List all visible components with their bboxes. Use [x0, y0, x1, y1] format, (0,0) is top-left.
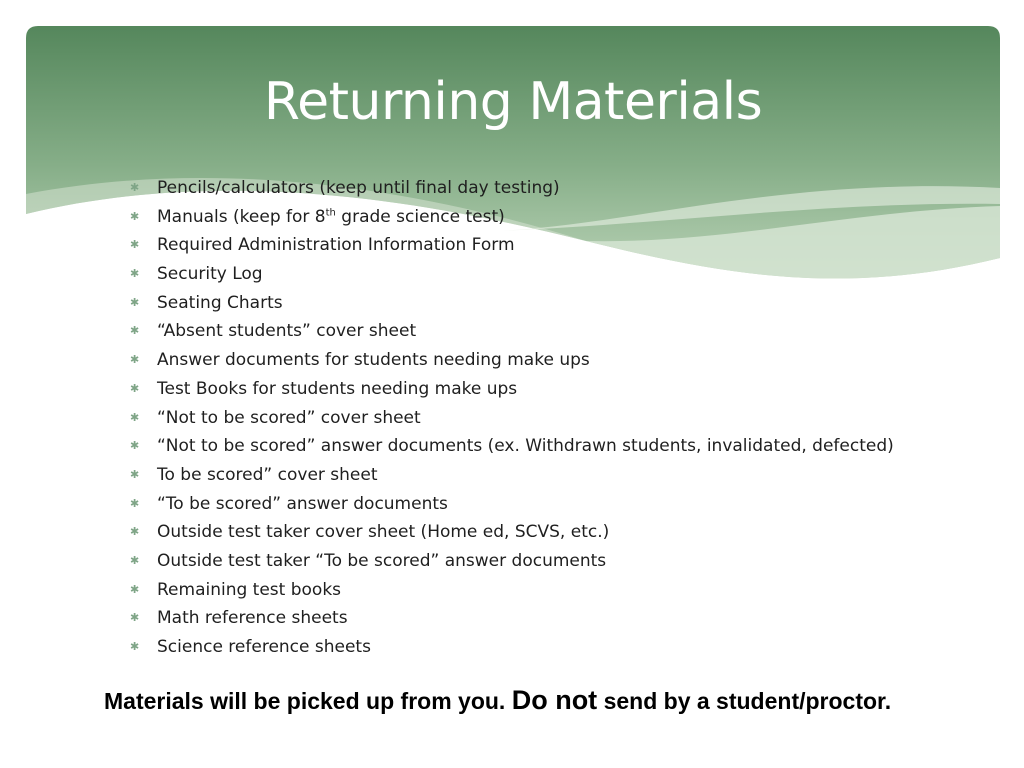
- page-title: Returning Materials: [263, 72, 763, 132]
- asterisk-bullet-icon: ✱: [130, 611, 140, 625]
- pickup-notice: Materials will be picked up from you. Do not send by a student/proctor.: [104, 685, 892, 715]
- asterisk-bullet-icon: ✱: [130, 381, 140, 395]
- asterisk-bullet-icon: ✱: [130, 353, 140, 367]
- list-item: ✱ “Absent students” cover sheet: [130, 317, 990, 346]
- list-item: ✱ “Not to be scored” answer documents (ex. Withdrawn students, invalidated, defected): [130, 432, 990, 461]
- asterisk-bullet-icon: ✱: [130, 181, 140, 194]
- asterisk-bullet-icon: ✱: [130, 525, 140, 539]
- asterisk-bullet-icon: ✱: [130, 467, 140, 481]
- list-item: ✱ Manuals (keep for 8th grade science test): [130, 203, 990, 232]
- list-item: ✱ Pencils/calculators (keep until final day testing): [130, 174, 990, 203]
- asterisk-bullet-icon: ✱: [130, 553, 140, 567]
- asterisk-bullet-icon: ✱: [130, 295, 140, 309]
- asterisk-bullet-icon: ✱: [130, 410, 140, 424]
- materials-list: [130, 174, 990, 662]
- asterisk-bullet-icon: ✱: [130, 439, 140, 453]
- asterisk-bullet-icon: ✱: [130, 267, 140, 281]
- list-item: ✱ To be scored” cover sheet: [130, 461, 990, 490]
- asterisk-bullet-icon: ✱: [130, 640, 140, 653]
- list-item: ✱ Answer documents for students needing make ups: [130, 346, 990, 375]
- list-item: ✱ Seating Charts: [130, 289, 990, 318]
- list-item: ✱ Outside test taker cover sheet (Home ed, SCVS, etc.): [130, 518, 990, 547]
- asterisk-bullet-icon: ✱: [130, 238, 140, 252]
- list-item: ✱ “Not to be scored” cover sheet: [130, 404, 990, 433]
- do-not-emphasis: Do not: [511, 685, 598, 715]
- list-item: ✱ Required Administration Information Form: [130, 231, 990, 260]
- list-item: ✱ Test Books for students needing make ups: [130, 375, 990, 404]
- asterisk-bullet-icon: ✱: [130, 324, 140, 338]
- list-item: ✱ Remaining test books: [130, 576, 990, 605]
- list-item: ✱ “To be scored” answer documents: [130, 490, 990, 519]
- asterisk-bullet-icon: ✱: [130, 582, 140, 596]
- asterisk-bullet-icon: ✱: [130, 209, 140, 223]
- asterisk-bullet-icon: ✱: [130, 496, 140, 510]
- list-item: ✱ Security Log: [130, 260, 990, 289]
- list-item: ✱ Math reference sheets: [130, 604, 990, 633]
- list-item: ✱ Science reference sheets: [130, 633, 990, 662]
- list-item: ✱ Outside test taker “To be scored” answer documents: [130, 547, 990, 576]
